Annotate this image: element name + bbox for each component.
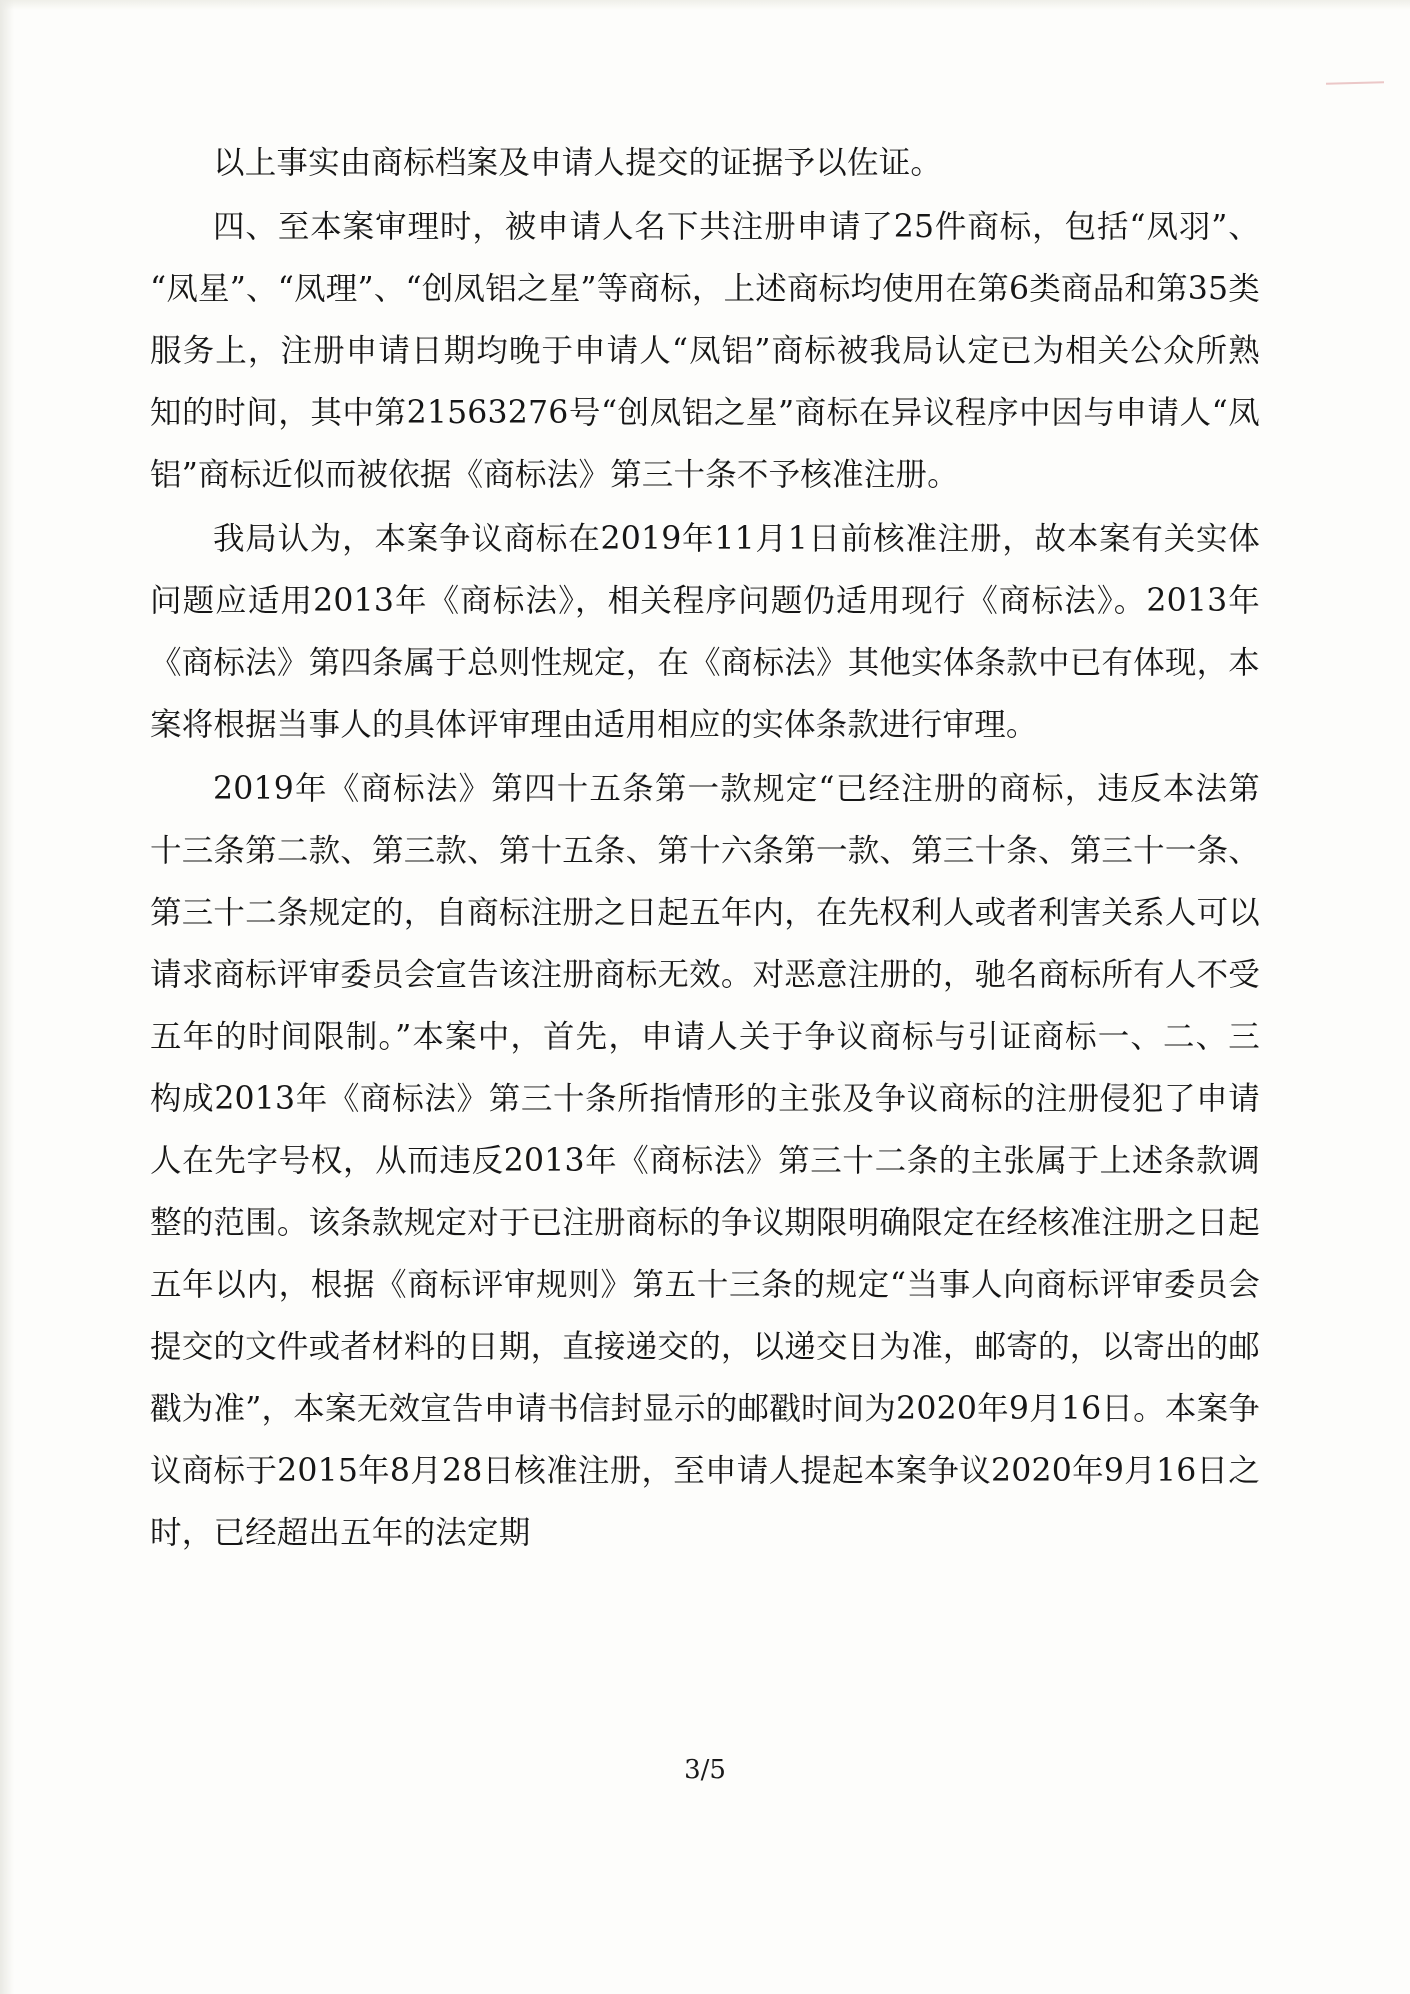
page-number: 3/5 [684,1755,726,1785]
document-body [150,132,1260,1566]
paragraph-4: 2019年《商标法》第四十五条第一款规定“已经注册的商标，违反本法第十三条第二款、第三款、第十五条、第十六条第一款、第三十条、第三十一条、第三十二条规定的，自商标注册之日起五年内，在先权利人或者利害关系人可以请求商标评审委员会宣告该注册商标无效。对恶意注册的，驰名商标所有人不受五年的时间限制。”本案中，首先，申请人关于争议商标与引证商标一、二、三构成2013年《商标法》第三十条所指情形的主张及争议商标的注册侵犯了申请人在先字号权，从而违反2013年《商标法》第三十二条的主张属于上述条款调整的范围。该条款规定对于已注册商标的争议期限明确限定在经核准注册之日起五年以内，根据《商标评审规则》第五十三条的规定“当事人向商标评审委员会提交的文件或者材料的日期，直接递交的，以递交日为准，邮寄的，以寄出的邮戳为准”，本案无效宣告申请书信封显示的邮戳时间为2020年9月16日。本案争议商标于2015年8月28日核准注册，至申请人提起本案争议2020年9月16日之时，已经超出五年的法定期 [150,771,1260,1551]
paragraph-3: 我局认为，本案争议商标在2019年11月1日前核准注册，故本案有关实体问题应适用2013年《商标法》，相关程序问题仍适用现行《商标法》。2013年《商标法》第四条属于总则性规定，在《商标法》其他实体条款中已有体现，本案将根据当事人的具体评审理由适用相应的实体条款进行审理。 [150,521,1260,743]
scan-corner-mark [1326,81,1384,85]
paragraph-2: 四、至本案审理时，被申请人名下共注册申请了25件商标，包括“凤羽”、“凤星”、“凤理”、“创凤铝之星”等商标，上述商标均使用在第6类商品和第35类服务上，注册申请日期均晚于申请人“凤铝”商标被我局认定已为相关公众所熟知的时间，其中第21563276号“创凤铝之星”商标在异议程序中因与申请人“凤铝”商标近似而被依据《商标法》第三十条不予核准注册。 [150,209,1260,493]
scan-edge-top [0,0,1410,10]
scan-edge-left [0,0,14,1994]
paragraph-1: 以上事实由商标档案及申请人提交的证据予以佐证。 [213,145,943,181]
